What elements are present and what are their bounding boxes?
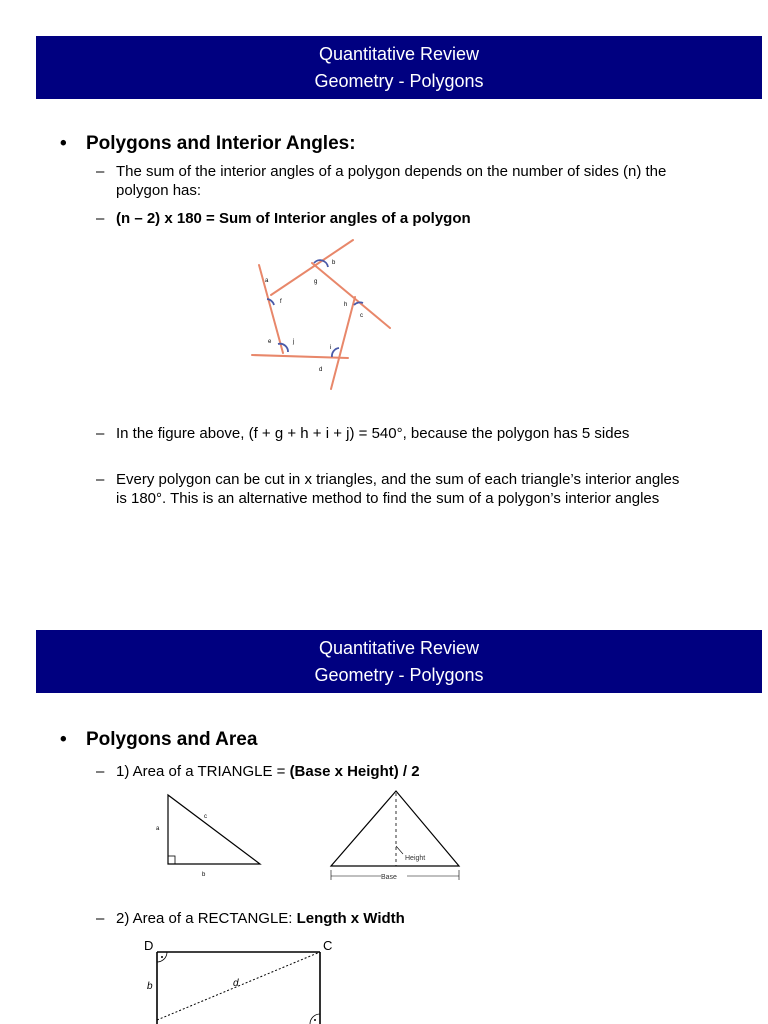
header-subtitle: Geometry - Polygons [314,665,484,685]
isosceles-triangle-figure [325,788,465,883]
sub-item-text: Every polygon can be cut in x triangles, and the sum of each triangle’s interior angles is 180°. This is an alternative method to find the sum of a polygon’s interior angles [116,471,680,507]
pentagon-angle-figure [250,235,395,395]
label-d: d [233,978,239,989]
dash: – [96,210,105,227]
bullet-heading [60,729,257,751]
rectangle-area-item [96,909,686,928]
header-title: Quantitative Review [318,44,480,64]
header-title: Quantitative Review [318,638,480,658]
rectangle-figure [140,934,340,1024]
sub-item-3 [96,424,686,443]
label-c: c [360,313,363,319]
bullet-dot: • [60,729,67,750]
label-i: i [330,345,332,351]
label-c: c [204,814,207,820]
triangle-area-item [96,762,686,781]
label-g: g [314,279,318,285]
label-a: a [156,826,160,832]
bullet-dot: • [60,133,67,154]
header-subtitle: Geometry - Polygons [314,71,484,91]
slide-1-header [36,36,762,99]
sub-item-text: The sum of the interior angles of a polygon depends on the number of sides (n) the polygon has: [116,163,667,199]
sub-item-4 [96,470,686,508]
label-h: h [344,302,348,308]
dash: – [96,763,105,780]
label-d: d [319,367,323,373]
label-C: C [323,938,333,953]
right-triangle-figure [150,790,265,880]
label-base: Base [381,874,397,881]
dash: – [96,425,105,442]
sub-item-2 [96,209,686,228]
sub-item-text: 2) Area of a RECTANGLE: Length x Width [116,910,405,927]
dash: – [96,163,105,180]
sub-item-text: In the figure above, (f + g + h + i + j) = 540°, because the polygon has 5 sides [116,425,630,442]
bullet-heading [60,133,356,155]
label-b: b [147,981,153,992]
label-b: b [202,872,206,878]
label-height: Height [405,855,426,862]
slide-2-header [36,630,762,693]
label-D: D [144,938,154,953]
dash: – [96,910,105,927]
dash: – [96,471,105,488]
label-a: a [265,278,269,284]
sub-item-1 [96,162,686,200]
bullet-text: Polygons and Interior Angles: [86,133,356,154]
bullet-text: Polygons and Area [86,729,258,750]
label-j: j [293,339,295,345]
sub-item-text: 1) Area of a TRIANGLE = (Base x Height) / 2 [116,763,420,780]
label-e: e [268,339,272,345]
label-f: f [280,299,282,305]
sub-item-text: (n – 2) x 180 = Sum of Interior angles of a polygon [116,210,471,227]
label-b: b [332,260,336,266]
